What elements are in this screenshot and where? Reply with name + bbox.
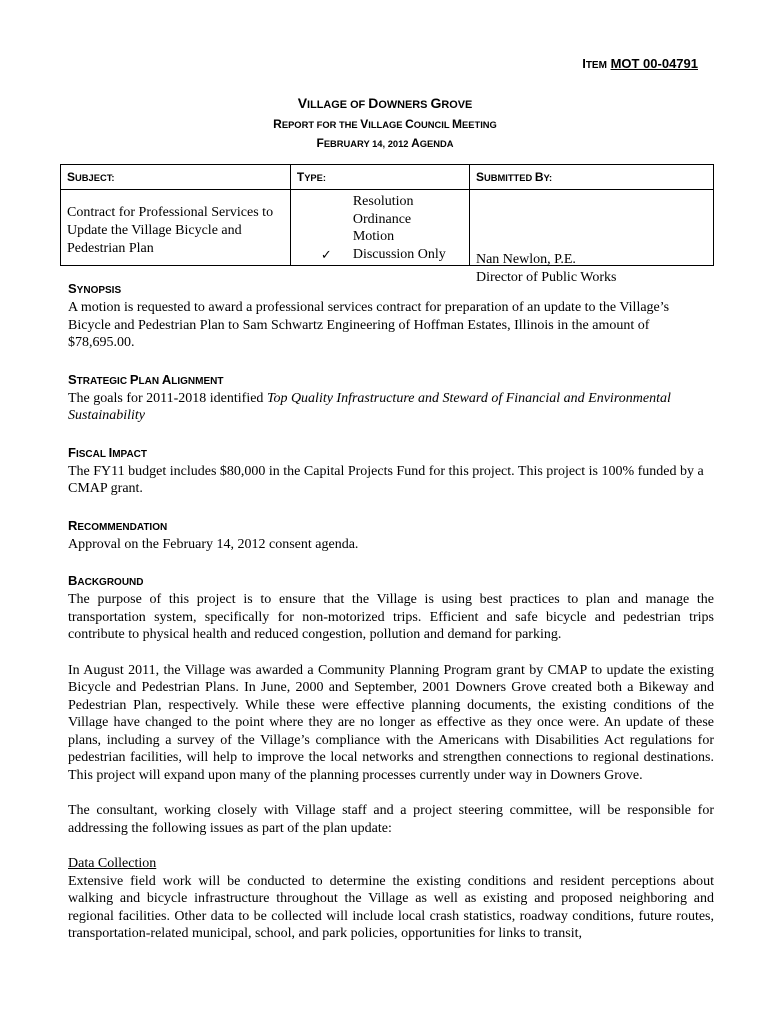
village-title [0, 93, 770, 115]
background-paragraph-3: The consultant, working closely with Village staff and a project steering committee, will be responsible for addressing the following issues as part of the plan update: [68, 803, 714, 836]
heading-part: ISCAL [75, 448, 109, 460]
subtitle-part: OUNCIL [413, 120, 453, 130]
summary-table-body-row [61, 190, 714, 266]
date-part: EBRUARY 14, 2012 [323, 139, 412, 149]
heading-part: P [129, 371, 139, 387]
heading-part: ECOMMENDATION [77, 521, 168, 533]
heading-part: B [68, 573, 78, 588]
report-subtitle [0, 115, 770, 134]
summary-table [60, 164, 714, 285]
synopsis-text: A motion is requested to award a professional services contract for preparation of an update to the Village’s Bicycle and Pedestrian Plan to Sam Schwartz Engineering of Hoffman Estates, Illinois in the amount of $78,695.00. [68, 300, 670, 350]
subtitle-part: ILLAGE [368, 120, 406, 130]
heading-part: MPACT [112, 448, 147, 460]
heading-part: R [68, 517, 78, 533]
report-body [68, 280, 714, 943]
submitter-title: Director of Public Works [475, 269, 617, 285]
title-part: ILLAGE OF [307, 99, 369, 111]
background-paragraph-2: In August 2011, the Village was awarded a Community Planning Program grant by CMAP to update the existing Bicycle and Pedestrian Plans. In June, 2000 and September, 2001 Downers Grove created both a Bikeway and Pedestrian Plan, respectively. While these were effective planning documents, the existing conditions of the Village have changed to the point where they are no longer as effective as they once were. An update of these plans, including a survey of the Village’s compliance with the Americans with Disabilities Act regulations for pedestrian facilities, will help to improve the local networks and strengthen connections to regional destinations. This project will expand upon many of the planning processes currently under way in Downers Grove. [68, 662, 714, 783]
strategic-plan-text [68, 390, 714, 425]
date-part: F [316, 136, 324, 150]
fiscal-impact-heading [68, 444, 714, 463]
submitted-by-value [469, 190, 713, 285]
heading-part: LAN [138, 375, 162, 387]
heading-part: I [108, 444, 113, 460]
title-part: D [368, 95, 379, 111]
agenda-date [0, 134, 770, 153]
subtitle-part: V [360, 117, 369, 131]
heading-part: LIGNMENT [171, 375, 224, 387]
title-part: ROVE [441, 99, 473, 111]
type-header [290, 165, 469, 190]
synopsis-heading [68, 280, 714, 299]
label-part: S [475, 170, 484, 184]
type-options [290, 190, 469, 266]
background-paragraph-1: The purpose of this project is to ensure that the Village is using best practices to plan and manage the transportation system, specifically for non-motorized trips. Efficient and safe bicycle and pedestrian trips contribute to physical health and reduced congestion, pollution and demand for parking. [68, 592, 714, 642]
submitter-name: Nan Newlon, P.E. [475, 252, 576, 267]
submitted-by-header [469, 165, 713, 190]
date-part: A [411, 136, 420, 150]
heading-part: S [68, 281, 77, 296]
checkmark-icon: ✓ [320, 248, 332, 263]
summary-table-header-row [61, 165, 714, 190]
heading-part: YNOPSIS [76, 285, 122, 296]
heading-part: TRATEGIC [76, 375, 130, 387]
label-part: T [296, 170, 305, 184]
type-list [353, 193, 446, 263]
heading-part: A [161, 371, 172, 387]
subject-header [61, 165, 291, 190]
strategic-plan-goals: Top Quality Infrastructure and Steward of Financial and Environmental Sustainability [68, 390, 671, 423]
title-part: V [297, 95, 308, 111]
type-resolution: Resolution [352, 194, 414, 209]
heading-part: F [68, 444, 76, 460]
subtitle-part: C [405, 117, 414, 131]
type-ordinance: Ordinance [352, 211, 412, 227]
strategic-plan-heading [68, 371, 714, 390]
item-prefix-rest: TEM [585, 60, 607, 71]
label-part: UBJECT: [75, 173, 115, 183]
item-prefix-cap: I [582, 56, 586, 71]
item-number: MOT 00-04791 [610, 56, 698, 71]
label-part: S [67, 170, 76, 184]
background-heading [68, 572, 714, 591]
recommendation-heading [68, 517, 714, 536]
item-number-line [582, 56, 698, 71]
subject-value: Contract for Professional Services to Update the Village Bicycle and Pedestrian Plan [61, 190, 291, 266]
title-part: G [430, 95, 442, 111]
type-discussion-only: Discussion Only [352, 246, 446, 262]
type-motion: Motion [352, 229, 395, 244]
label-part: YPE: [304, 173, 326, 183]
heading-part: S [68, 371, 77, 387]
subtitle-part: R [273, 117, 282, 131]
subtitle-part: EPORT FOR THE [281, 120, 361, 130]
label-part: Y: [543, 173, 553, 183]
data-collection-heading: Data Collection [68, 856, 157, 871]
subtitle-part: EETING [462, 120, 497, 130]
strategic-plan-lead: The goals for 2011-2018 identified [68, 390, 267, 406]
label-part: UBMITTED [483, 173, 535, 183]
heading-part: ACKGROUND [77, 577, 144, 588]
date-part: GENDA [419, 139, 454, 149]
fiscal-impact-text: The FY11 budget includes $80,000 in the Capital Projects Fund for this project. This project is 100% funded by a CMAP grant. [68, 463, 704, 496]
label-part: B [534, 170, 544, 184]
recommendation-text: Approval on the February 14, 2012 consent agenda. [68, 536, 359, 552]
title-part: OWNERS [378, 99, 431, 111]
data-collection-text: Extensive field work will be conducted to determine the existing conditions and resident perceptions about walking and bicycle infrastructure throughout the Village as well as existing and proposed neighboring and regional facilities. Other data to be collected will include local crash statistics, roadway conditions, future routes, transportation-related municipal, school, and park policies, opportunities for links to transit, [68, 873, 714, 941]
report-header [0, 93, 770, 153]
subtitle-part: M [452, 117, 463, 131]
